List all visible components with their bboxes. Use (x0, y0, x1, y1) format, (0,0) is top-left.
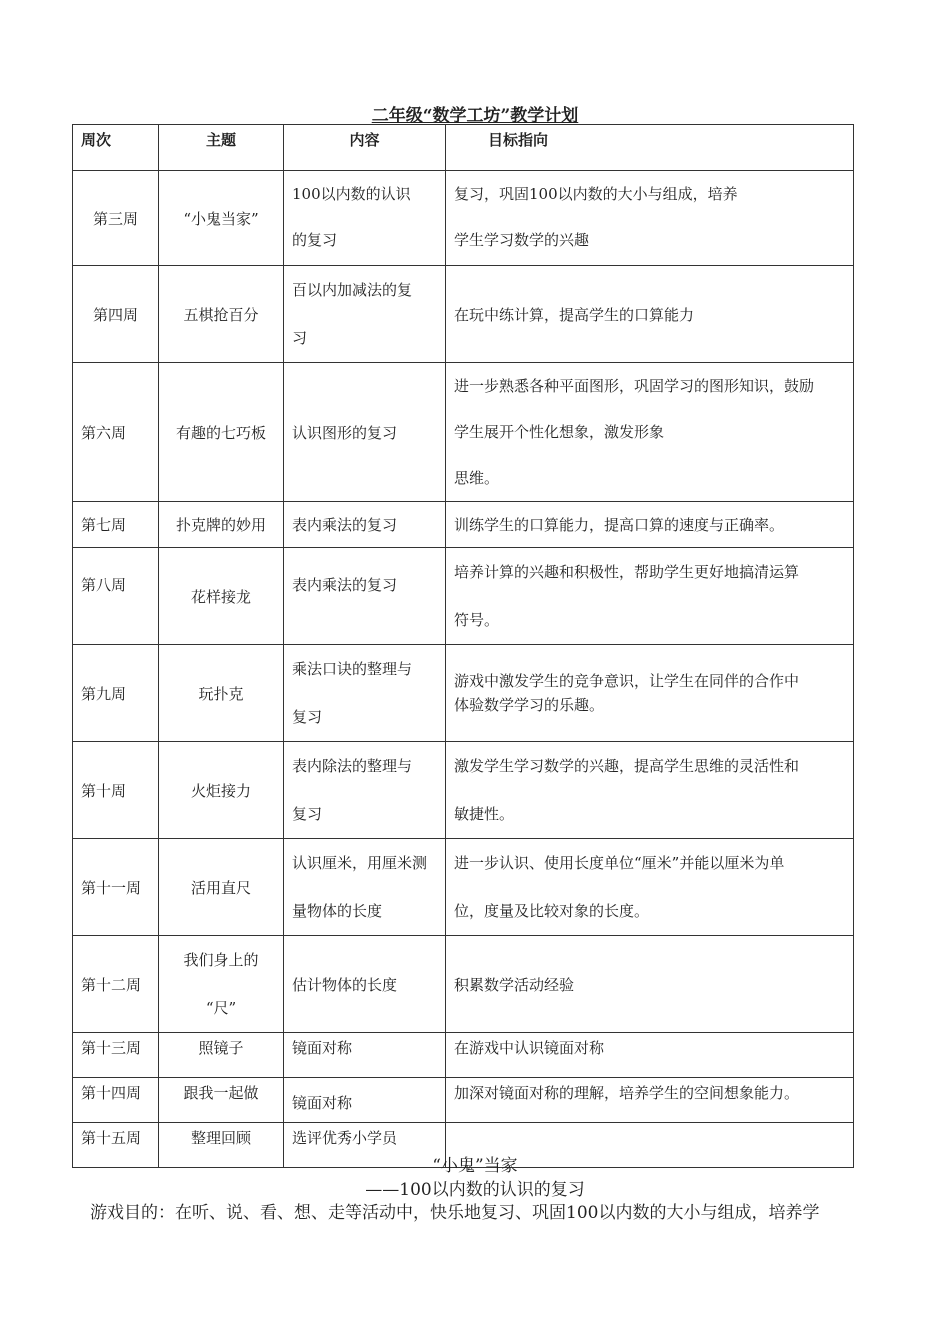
table-row (73, 839, 854, 936)
header-week: 周次 (73, 125, 159, 171)
week-cell: 第九周 (73, 645, 159, 742)
goal-cell: 进一步熟悉各种平面图形，巩固学习的图形知识，鼓励 学生展开个性化想象，激发形象 思维。 (446, 363, 854, 502)
theme-cell: 照镜子 (159, 1033, 284, 1078)
section-title: “小鬼”当家 (432, 1156, 518, 1176)
content-cell: 乘法口诀的整理与 复习 (284, 645, 446, 742)
week-cell: 第三周 (73, 171, 159, 266)
table-row (73, 1033, 854, 1078)
week-cell: 第十周 (73, 742, 159, 839)
week-cell: 第十五周 (73, 1123, 159, 1168)
content-cell: 认识厘米，用厘米测 量物体的长度 (284, 839, 446, 936)
goal-cell: 激发学生学习数学的兴趣，提高学生思维的灵活性和 敏捷性。 (446, 742, 854, 839)
theme-cell: 我们身上的 “尺” (159, 936, 284, 1033)
paragraph-text: 游戏目的：在听、说、看、想、走等活动中，快乐地复习、巩固100以内数的大小与组成，培养学 (90, 1203, 820, 1223)
table-row (73, 266, 854, 363)
goal-cell: 训练学生的口算能力，提高口算的速度与正确率。 (446, 502, 854, 548)
content-cell: 认识图形的复习 (284, 363, 446, 502)
table-row (73, 1078, 854, 1123)
theme-cell: 火炬接力 (159, 742, 284, 839)
week-cell: 第六周 (73, 363, 159, 502)
content-cell: 表内除法的整理与 复习 (284, 742, 446, 839)
table-row (73, 171, 854, 266)
theme-cell: 花样接龙 (159, 548, 284, 645)
theme-cell: 五棋抢百分 (159, 266, 284, 363)
content-cell: 选评优秀小学员 (284, 1123, 446, 1168)
table-row (73, 548, 854, 645)
content-cell: 镜面对称 (284, 1033, 446, 1078)
header-goal: 目标指向 (446, 125, 854, 171)
week-cell: 第十三周 (73, 1033, 159, 1078)
week-cell: 第十一周 (73, 839, 159, 936)
week-cell: 第七周 (73, 502, 159, 548)
goal-cell: 加深对镜面对称的理解，培养学生的空间想象能力。 (446, 1078, 854, 1123)
goal-cell: 游戏中激发学生的竞争意识，让学生在同伴的合作中 体验数学学习的乐趣。 (446, 645, 854, 742)
week-cell: 第十二周 (73, 936, 159, 1033)
theme-cell: 有趣的七巧板 (159, 363, 284, 502)
table-row (73, 502, 854, 548)
theme-cell: 玩扑克 (159, 645, 284, 742)
table-row (73, 363, 854, 502)
goal-cell: 积累数学活动经验 (446, 936, 854, 1033)
theme-cell: “小鬼当家” (159, 171, 284, 266)
goal-cell: 在游戏中认识镜面对称 (446, 1033, 854, 1078)
week-cell: 第十四周 (73, 1078, 159, 1123)
week-cell: 第四周 (73, 266, 159, 363)
goal-cell: 在玩中练计算，提高学生的口算能力 (446, 266, 854, 363)
theme-cell: 活用直尺 (159, 839, 284, 936)
document-title: 二年级“数学工坊”教学计划 (371, 106, 579, 126)
content-cell: 100以内数的认识 的复习 (284, 171, 446, 266)
teaching-plan-table (72, 124, 854, 1168)
theme-cell: 跟我一起做 (159, 1078, 284, 1123)
theme-cell: 整理回顾 (159, 1123, 284, 1168)
table-row (73, 742, 854, 839)
goal-cell: 培养计算的兴趣和积极性，帮助学生更好地搞清运算 符号。 (446, 548, 854, 645)
table-row (73, 936, 854, 1033)
content-cell: 估计物体的长度 (284, 936, 446, 1033)
table-row (73, 645, 854, 742)
content-cell: 表内乘法的复习 (284, 502, 446, 548)
week-cell: 第八周 (73, 548, 159, 645)
goal-cell: 复习，巩固100以内数的大小与组成，培养 学生学习数学的兴趣 (446, 171, 854, 266)
content-cell: 百以内加减法的复 习 (284, 266, 446, 363)
section-subtitle: ——100以内数的认识的复习 (365, 1180, 585, 1200)
header-theme: 主题 (159, 125, 284, 171)
goal-cell: 进一步认识、使用长度单位“厘米”并能以厘米为单 位，度量及比较对象的长度。 (446, 839, 854, 936)
header-content: 内容 (284, 125, 446, 171)
theme-cell: 扑克牌的妙用 (159, 502, 284, 548)
content-cell: 镜面对称 (284, 1078, 446, 1123)
content-cell: 表内乘法的复习 (284, 548, 446, 645)
table-header-row (73, 125, 854, 171)
